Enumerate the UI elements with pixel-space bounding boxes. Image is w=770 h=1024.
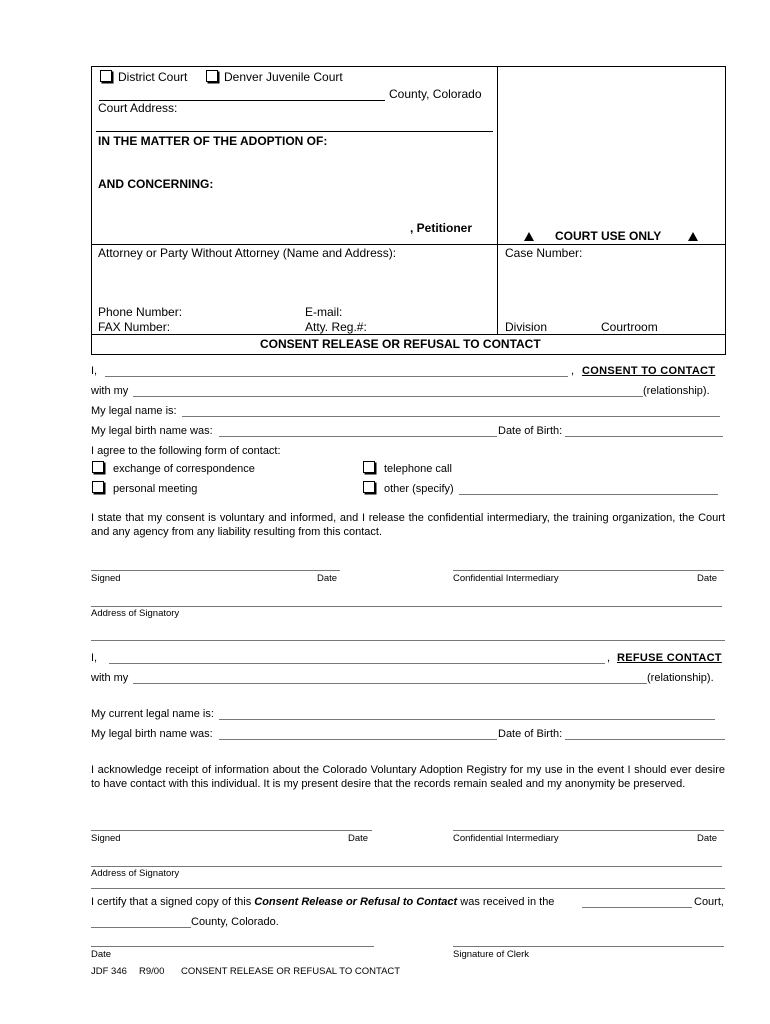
court-address-label: Court Address: [98,101,178,115]
and-concerning-heading: AND CONCERNING: [98,177,214,191]
certify-mid: was received in the [460,896,555,908]
caption-rule-attorney [91,244,725,245]
consent-birth-name-field[interactable] [219,436,497,437]
caption-rule-title [91,334,725,335]
personal-meeting-label: personal meeting [113,483,198,495]
refuse-statement: I acknowledge receipt of information about the Colorado Voluntary Adoption Registry for my use in the event I should ever desire to have contact with this individual. It is my present desire that the records remain sealed and my anonymity be preserved. [91,764,725,790]
section-separator [91,640,725,641]
consent-name-field[interactable] [105,376,568,377]
fax-number-label: FAX Number: [98,320,171,334]
refuse-relationship-label: (relationship). [647,672,714,684]
refuse-name-field[interactable] [109,663,605,664]
refuse-address-label: Address of Signatory [91,868,180,879]
certify-separator [91,888,725,889]
district-court-label: District Court [118,70,188,84]
refuse-comma: , [607,652,611,664]
refuse-birth-name-label: My legal birth name was: [91,728,213,740]
in-the-matter-heading: IN THE MATTER OF THE ADOPTION OF: [98,134,328,148]
denver-juvenile-court-checkbox[interactable] [206,70,218,82]
refuse-i-label: I, [91,652,98,664]
court-use-only-label: COURT USE ONLY [555,229,662,243]
caption-box [91,66,726,355]
refuse-current-name-field[interactable] [219,719,715,720]
other-specify-field[interactable] [459,494,718,495]
consent-ci-label: Confidential Intermediary [453,573,559,584]
telephone-call-label: telephone call [384,463,452,475]
consent-heading: CONSENT TO CONTACT [582,365,716,377]
certify-court-field[interactable] [582,907,692,908]
certify-date-label: Date [91,949,112,960]
phone-number-label: Phone Number: [98,305,183,319]
district-court-checkbox[interactable] [100,70,112,82]
refuse-with-my-label: with my [91,672,129,684]
certify-court-label: Court, [694,896,724,908]
other-specify-checkbox[interactable] [363,481,375,493]
consent-i-label: I, [91,365,98,377]
refuse-dob-label: Date of Birth: [498,728,563,740]
certify-lead: I certify that a signed copy of this [91,896,252,908]
petitioner-label: , Petitioner [410,221,473,235]
consent-date-label: Date [317,573,338,584]
case-number-label: Case Number: [505,246,583,260]
footer-form-number: JDF 346 [91,966,127,977]
personal-meeting-checkbox[interactable] [92,481,104,493]
caption-divider [497,66,498,334]
caption-rule-matter [96,131,493,132]
consent-comma: , [571,365,575,377]
exchange-correspondence-label: exchange of correspondence [113,463,255,475]
court-use-right-triangle-icon [688,232,698,242]
form-title: CONSENT RELEASE OR REFUSAL TO CONTACT [260,337,541,351]
footer-title: CONSENT RELEASE OR REFUSAL TO CONTACT [181,966,401,977]
division-label: Division [505,320,548,334]
court-use-left-triangle-icon [524,232,534,242]
consent-agree-label: I agree to the following form of contact: [91,445,281,457]
consent-signature-field[interactable] [91,570,340,571]
telephone-call-checkbox[interactable] [363,461,375,473]
certify-sentence [91,896,554,908]
refuse-heading: REFUSE CONTACT [617,652,722,664]
refuse-signed-label: Signed [91,833,121,844]
consent-ci-date-label: Date [697,573,718,584]
county-colorado-label: County, Colorado [389,87,482,101]
consent-ci-field[interactable] [453,570,724,571]
consent-dob-field[interactable] [565,436,723,437]
consent-legal-name-label: My legal name is: [91,405,177,417]
consent-signed-label: Signed [91,573,121,584]
consent-legal-name-field[interactable] [182,416,720,417]
refuse-current-name-label: My current legal name is: [91,708,214,720]
consent-statement: I state that my consent is voluntary and informed, and I release the confidential intermediary, the training organization, the Court and any agency from any liability resulting from this contact. [91,512,725,538]
consent-relationship-field[interactable] [133,396,643,397]
consent-relationship-label: (relationship). [643,385,710,397]
email-label: E-mail: [305,305,343,319]
exchange-correspondence-checkbox[interactable] [92,461,104,473]
clerk-signature-label: Signature of Clerk [453,949,530,960]
consent-address-label: Address of Signatory [91,608,180,619]
refuse-signature-field[interactable] [91,830,372,831]
refuse-dob-field[interactable] [565,739,725,740]
refuse-relationship-field[interactable] [133,683,647,684]
refuse-date-label: Date [348,833,369,844]
refuse-ci-date-label: Date [697,833,718,844]
atty-reg-label: Atty. Reg.#: [305,320,367,334]
consent-with-my-label: with my [91,385,129,397]
courtroom-label: Courtroom [601,320,658,334]
other-specify-label: other (specify) [384,483,454,495]
refuse-ci-label: Confidential Intermediary [453,833,559,844]
certify-county-label: County, Colorado. [191,916,279,928]
denver-juvenile-court-label: Denver Juvenile Court [224,70,343,84]
consent-birth-name-label: My legal birth name was: [91,425,213,437]
certify-form-name: Consent Release or Refusal to Contact [254,896,458,908]
footer-revision: R9/00 [139,966,165,977]
consent-dob-label: Date of Birth: [498,425,563,437]
consent-address-field[interactable] [91,606,722,607]
refuse-ci-field[interactable] [453,830,724,831]
refuse-birth-name-field[interactable] [219,739,497,740]
certify-date-field[interactable] [91,946,374,947]
refuse-address-field[interactable] [91,866,722,867]
clerk-signature-field[interactable] [453,946,724,947]
certify-county-field[interactable] [91,927,191,928]
attorney-label: Attorney or Party Without Attorney (Name and Address): [98,246,397,260]
